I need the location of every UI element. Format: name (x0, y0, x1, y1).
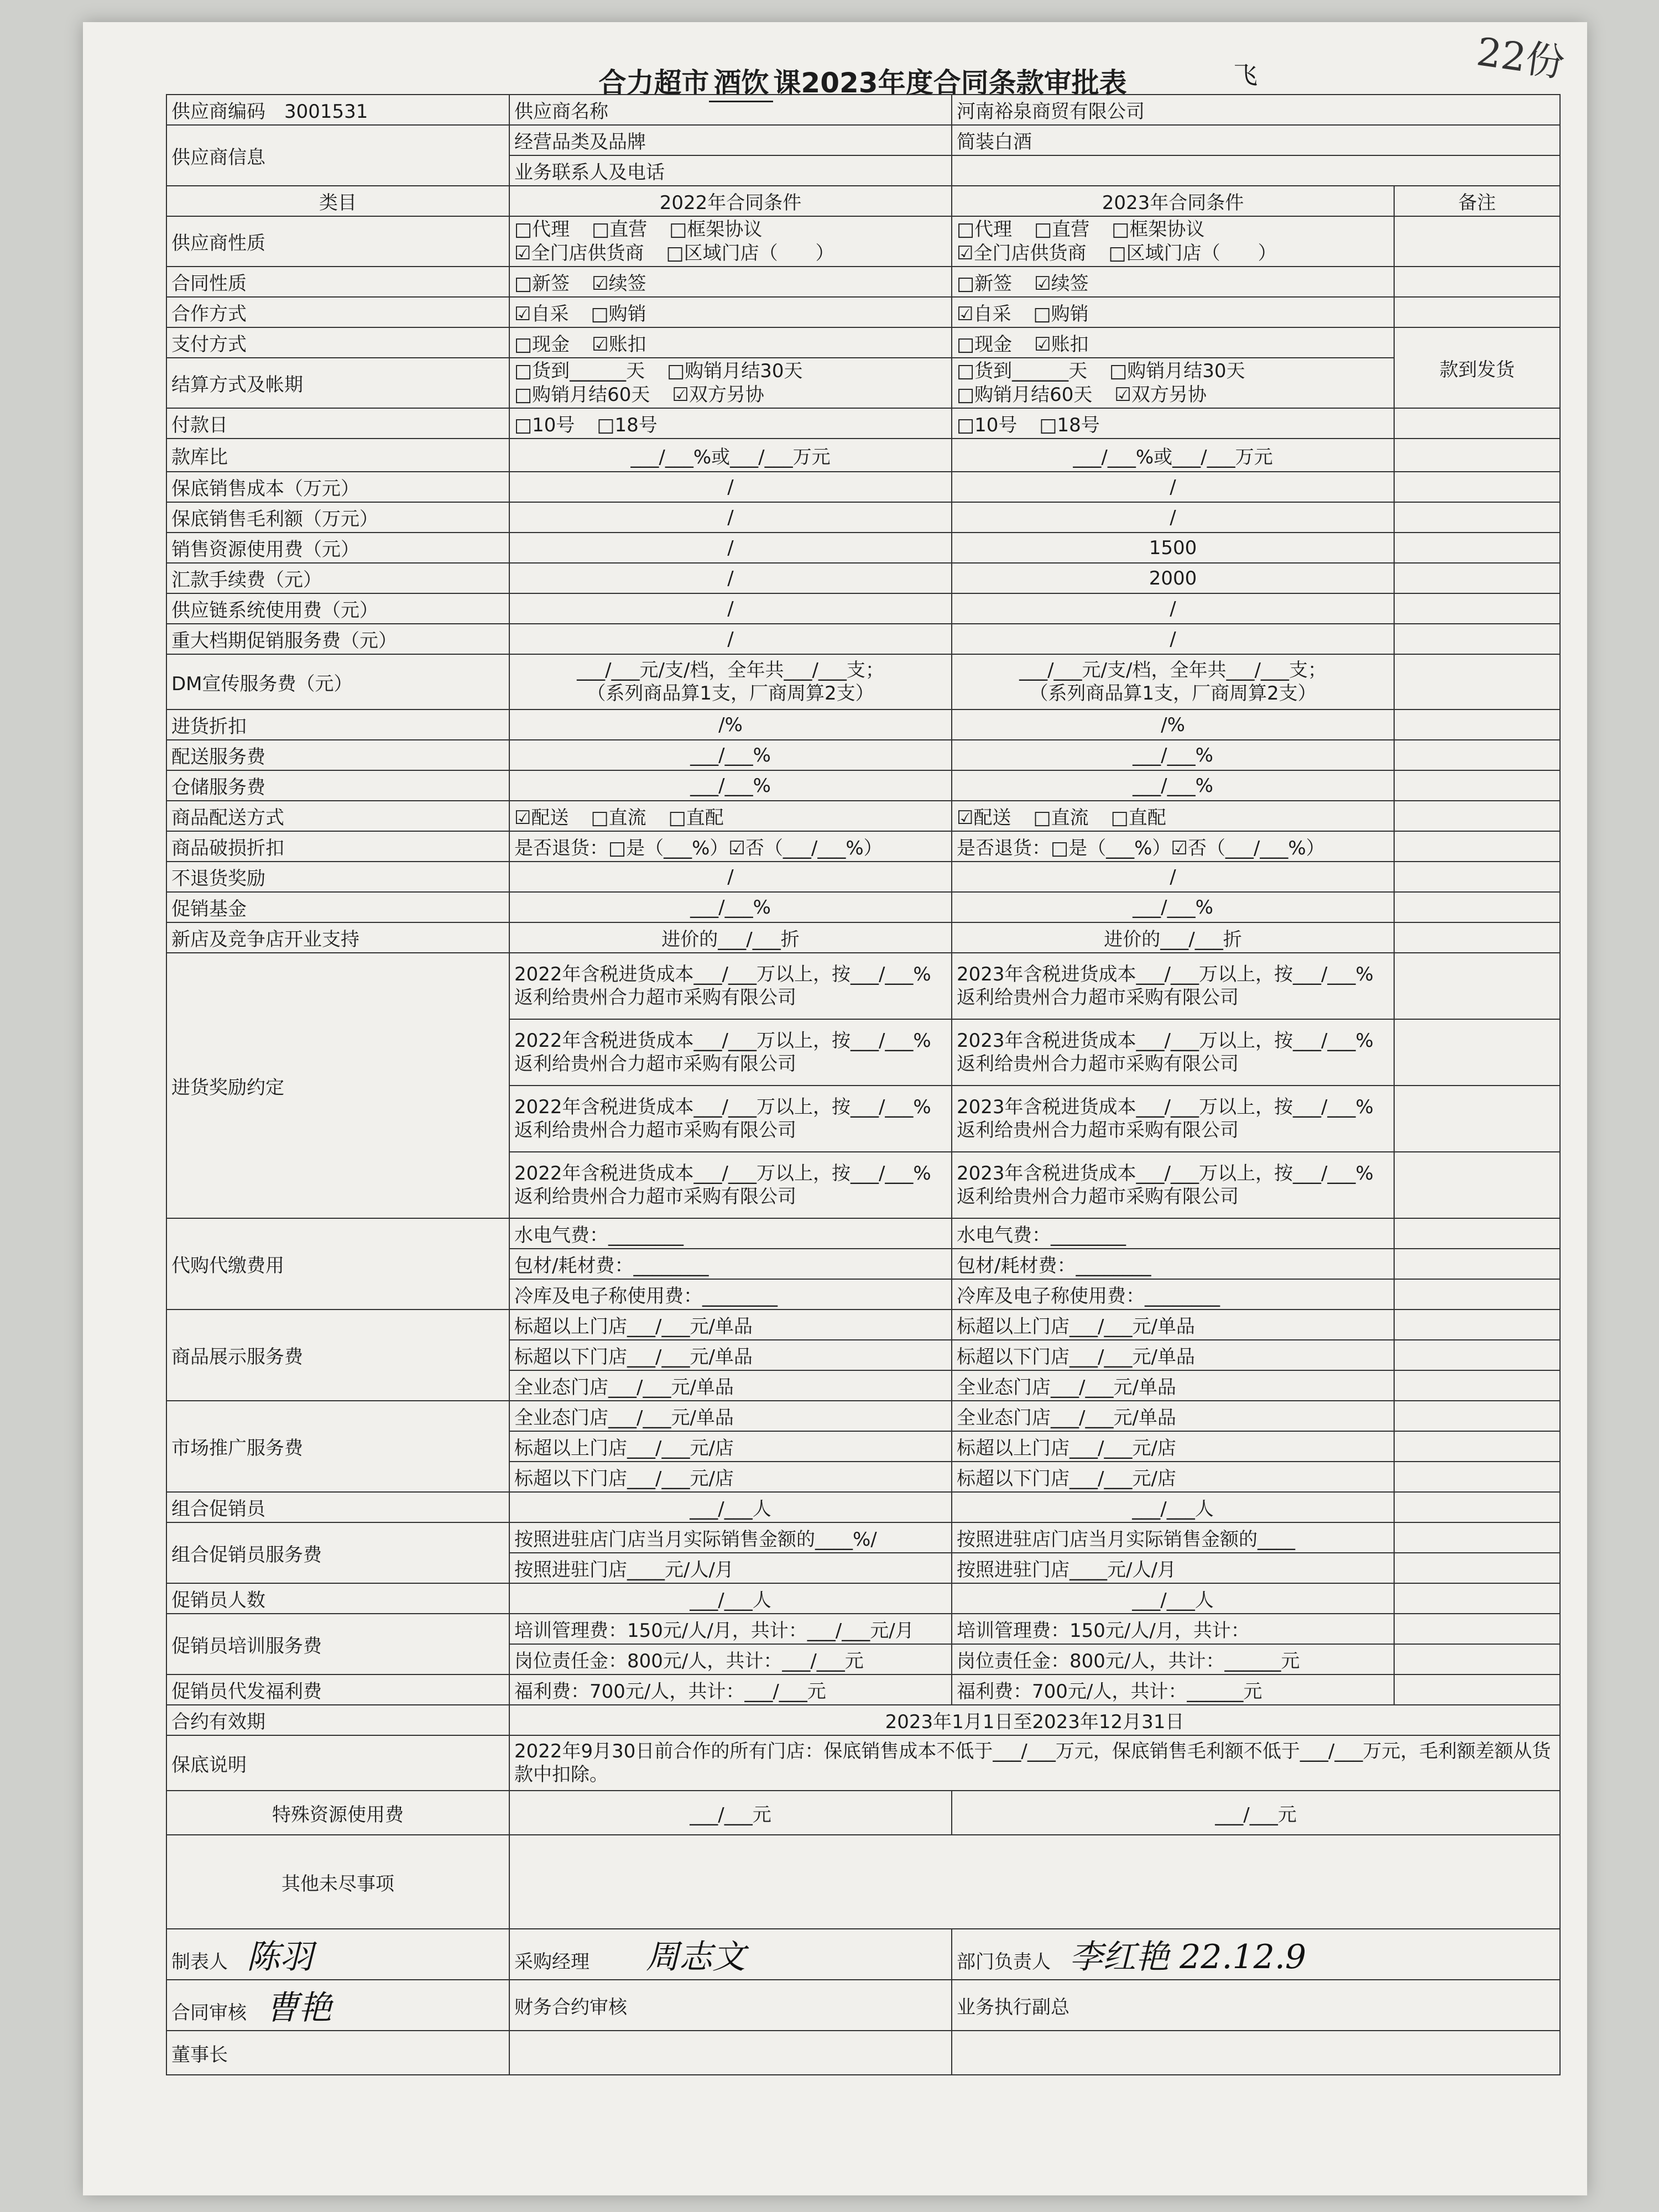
storage-2022: ___/___% (509, 770, 952, 801)
min-margin-2022: / (509, 502, 952, 533)
scm-2022: / (509, 593, 952, 624)
row-label: 付款日 (166, 408, 509, 439)
scm-2023: / (952, 593, 1394, 624)
row-label: 合作方式 (166, 297, 509, 327)
min-cost-2022: / (509, 472, 952, 502)
row-label: 配送服务费 (166, 740, 509, 770)
discount-2023: /% (952, 709, 1394, 740)
row-label: 其他未尽事项 (166, 1835, 509, 1929)
special-2023: ___/___元 (952, 1791, 1560, 1835)
row-label: 进货奖励约定 (166, 953, 509, 1218)
noreturn-2022: / (509, 862, 952, 892)
supplier-info-label: 供应商信息 (166, 125, 509, 186)
supplier-code-cell: 供应商编码 3001531 (166, 95, 509, 125)
manager-cell: 采购经理 周志文 (509, 1929, 952, 1980)
row-label: 款库比 (166, 439, 509, 472)
training-2023-1: 培训管理费：150元/人/月，共计： (952, 1614, 1394, 1644)
maker-signature: 陈羽 (247, 1938, 313, 1976)
training-2022-2: 岗位责任金：800元/人，共计：___/___元 (509, 1644, 952, 1674)
rebate-2023-2: 2023年含税进货成本___/___万以上，按___/___% 返利给贵州合力超市采购有限公司 (952, 1019, 1394, 1086)
newstore-2022: 进价的___/___折 (509, 922, 952, 953)
category-brand-value: 简装白酒 (952, 125, 1560, 155)
display-2022-3: 全业态门店___/___元/单品 (509, 1370, 952, 1401)
form-sheet (83, 22, 1587, 2195)
market-2022-3: 标超以下门店___/___元/店 (509, 1462, 952, 1492)
rebate-2022-3: 2022年含税进货成本___/___万以上，按___/___% 返利给贵州合力超市采购有限公司 (509, 1086, 952, 1152)
display-2022-1: 标超以上门店___/___元/单品 (509, 1310, 952, 1340)
combo-fee-2023-2: 按照进驻门店____元/人/月 (952, 1553, 1394, 1583)
rebate-2023-1: 2023年含税进货成本___/___万以上，按___/___% 返利给贵州合力超市采购有限公司 (952, 953, 1394, 1019)
review-cell: 合同审核 曹艳 (166, 1980, 509, 2031)
row-label: DM宣传服务费（元） (166, 654, 509, 709)
row-label: 销售资源使用费（元） (166, 533, 509, 563)
dm-2022: ___/___元/支/档，全年共___/___支； （系列商品算1支，厂商周算2支） (509, 654, 952, 709)
delivery-fee-2023: ___/___% (952, 740, 1394, 770)
market-2023-1: 全业态门店___/___元/单品 (952, 1401, 1394, 1431)
contact-label: 业务联系人及电话 (509, 155, 952, 186)
nature-2023: □代理 □直营 □框架协议 ☑全门店供货商 □区域门店（ ） (952, 216, 1394, 267)
row-label: 促销员代发福利费 (166, 1674, 509, 1705)
display-2022-2: 标超以下门店___/___元/单品 (509, 1340, 952, 1370)
min-cost-2023: / (952, 472, 1394, 502)
fund-2023: ___/___% (952, 892, 1394, 922)
row-label: 促销员培训服务费 (166, 1614, 509, 1674)
rebate-2023-4: 2023年含税进货成本___/___万以上，按___/___% 返利给贵州合力超市采购有限公司 (952, 1152, 1394, 1218)
welfare-2023: 福利费：700元/人，共计：______元 (952, 1674, 1394, 1705)
combo-fee-2023-1: 按照进驻店门店当月实际销售金额的____ (952, 1522, 1394, 1553)
coop-2023: ☑自采 □购销 (952, 297, 1394, 327)
ratio-2022: ___/___%或___/___万元 (509, 439, 952, 472)
vp-cell: 业务执行副总 (952, 1980, 1560, 2031)
review-signature: 曹艳 (265, 1989, 332, 2027)
row-label: 支付方式 (166, 327, 509, 358)
row-label: 代购代缴费用 (166, 1218, 509, 1310)
row-label: 商品展示服务费 (166, 1310, 509, 1401)
delivery-fee-2022: ___/___% (509, 740, 952, 770)
market-2022-2: 标超以上门店___/___元/店 (509, 1431, 952, 1462)
row-label: 市场推广服务费 (166, 1401, 509, 1492)
combo-2023: ___/___人 (952, 1492, 1394, 1522)
row-label: 商品配送方式 (166, 801, 509, 831)
contact-value (952, 155, 1560, 186)
payday-2022: □10号 □18号 (509, 408, 952, 439)
maker-cell: 制表人 陈羽 (166, 1929, 509, 1980)
pay-2022: □现金 ☑账扣 (509, 327, 952, 358)
delivery-mode-2022: ☑配送 □直流 □直配 (509, 801, 952, 831)
chairman-cell: 董事长 (166, 2031, 509, 2075)
display-2023-3: 全业态门店___/___元/单品 (952, 1370, 1394, 1401)
remit-2022: / (509, 563, 952, 593)
remit-2023: 2000 (952, 563, 1394, 593)
agency-2022-3: 冷库及电子称使用费：________ (509, 1279, 952, 1310)
row-label: 保底销售毛利额（万元） (166, 502, 509, 533)
supplier-name-label: 供应商名称 (509, 95, 952, 125)
row-label: 促销员人数 (166, 1583, 509, 1614)
row-label: 进货折扣 (166, 709, 509, 740)
resource-2022: / (509, 533, 952, 563)
min-margin-2023: / (952, 502, 1394, 533)
row-label: 合同性质 (166, 267, 509, 297)
remark-handwritten: 款到发货 (1394, 327, 1560, 408)
category-brand-label: 经营品类及品牌 (509, 125, 952, 155)
row-label: 仓储服务费 (166, 770, 509, 801)
row-label: 保底说明 (166, 1735, 509, 1791)
agency-2023-2: 包材/耗材费：________ (952, 1249, 1394, 1279)
welfare-2022: 福利费：700元/人，共计：___/___元 (509, 1674, 952, 1705)
header-remark: 备注 (1394, 186, 1560, 216)
other-value (509, 1835, 1560, 1929)
title-handwritten-mark: 飞 (1233, 61, 1258, 90)
row-label: 促销基金 (166, 892, 509, 922)
validity-value: 2023年1月1日至2023年12月31日 (509, 1705, 1560, 1735)
market-2022-1: 全业态门店___/___元/单品 (509, 1401, 952, 1431)
row-label: 新店及竞争店开业支持 (166, 922, 509, 953)
contract-2023: □新签 ☑续签 (952, 267, 1394, 297)
resource-2023: 1500 (952, 533, 1394, 563)
promoter-count-2023: ___/___人 (952, 1583, 1394, 1614)
form-title: 合力超市 酒饮 课2023年度合同条款审批表 (166, 61, 1559, 102)
row-label: 保底销售成本（万元） (166, 472, 509, 502)
agency-2023-3: 冷库及电子称使用费：________ (952, 1279, 1394, 1310)
finance-cell: 财务合约审核 (509, 1980, 952, 2031)
dept-name: 酒饮 (709, 61, 773, 102)
fund-2022: ___/___% (509, 892, 952, 922)
row-label: 不退货奖励 (166, 862, 509, 892)
row-label: 特殊资源使用费 (166, 1791, 509, 1835)
nature-2022: □代理 □直营 □框架协议 ☑全门店供货商 □区域门店（ ） (509, 216, 952, 267)
training-2022-1: 培训管理费：150元/人/月，共计：___/___元/月 (509, 1614, 952, 1644)
promo-major-2023: / (952, 624, 1394, 654)
discount-2022: /% (509, 709, 952, 740)
row-label: 汇款手续费（元） (166, 563, 509, 593)
rebate-2022-2: 2022年含税进货成本___/___万以上，按___/___% 返利给贵州合力超市采购有限公司 (509, 1019, 952, 1086)
manager-signature: 周志文 (646, 1938, 745, 1976)
display-2023-1: 标超以上门店___/___元/单品 (952, 1310, 1394, 1340)
combo-fee-2022-2: 按照进驻门店____元/人/月 (509, 1553, 952, 1583)
storage-2023: ___/___% (952, 770, 1394, 801)
dept-head-cell: 部门负责人 李红艳 22.12.9 (952, 1929, 1560, 1980)
contract-2022: □新签 ☑续签 (509, 267, 952, 297)
rebate-2022-1: 2022年含税进货成本___/___万以上，按___/___% 返利给贵州合力超市采购有限公司 (509, 953, 952, 1019)
agency-2022-1: 水电气费：________ (509, 1218, 952, 1249)
ratio-2023: ___/___%或___/___万元 (952, 439, 1394, 472)
settle-2023: □货到______天 □购销月结30天 □购销月结60天 ☑双方另协 (952, 358, 1394, 408)
header-2023: 2023年合同条件 (952, 186, 1394, 216)
training-2023-2: 岗位责任金：800元/人，共计：______元 (952, 1644, 1394, 1674)
combo-fee-2022-1: 按照进驻店门店当月实际销售金额的____%/ (509, 1522, 952, 1553)
rebate-2022-4: 2022年含税进货成本___/___万以上，按___/___% 返利给贵州合力超市采购有限公司 (509, 1152, 952, 1218)
row-label: 结算方式及帐期 (166, 358, 509, 408)
row-label: 供应商性质 (166, 216, 509, 267)
promoter-count-2022: ___/___人 (509, 1583, 952, 1614)
rebate-2023-3: 2023年含税进货成本___/___万以上，按___/___% 返利给贵州合力超市采购有限公司 (952, 1086, 1394, 1152)
damage-2022: 是否退货：□是（___%）☑否（___/___%） (509, 831, 952, 862)
promo-major-2022: / (509, 624, 952, 654)
row-label: 合约有效期 (166, 1705, 509, 1735)
damage-2023: 是否退货：□是（___%）☑否（___/___%） (952, 831, 1394, 862)
special-2022: ___/___元 (509, 1791, 952, 1835)
guarantee-value: 2022年9月30日前合作的所有门店：保底销售成本不低于___/___万元，保底销售毛利额不低于___/___万元，毛利额差额从货款中扣除。 (509, 1735, 1560, 1791)
row-label: 商品破损折扣 (166, 831, 509, 862)
row-label: 重大档期促销服务费（元） (166, 624, 509, 654)
market-2023-3: 标超以下门店___/___元/店 (952, 1462, 1394, 1492)
newstore-2023: 进价的___/___折 (952, 922, 1394, 953)
header-category: 类目 (166, 186, 509, 216)
corner-handwritten-note: 22份 (1474, 29, 1568, 86)
pay-2023: □现金 ☑账扣 (952, 327, 1394, 358)
noreturn-2023: / (952, 862, 1394, 892)
settle-2022: □货到______天 □购销月结30天 □购销月结60天 ☑双方另协 (509, 358, 952, 408)
delivery-mode-2023: ☑配送 □直流 □直配 (952, 801, 1394, 831)
dept-signature: 李红艳 22.12.9 (1070, 1938, 1307, 1976)
row-label: 组合促销员服务费 (166, 1522, 509, 1583)
coop-2022: ☑自采 □购销 (509, 297, 952, 327)
combo-2022: ___/___人 (509, 1492, 952, 1522)
agency-2023-1: 水电气费：________ (952, 1218, 1394, 1249)
supplier-name-value: 河南裕泉商贸有限公司 (952, 95, 1560, 125)
approval-table (166, 94, 1561, 2075)
row-label: 供应链系统使用费（元） (166, 593, 509, 624)
market-2023-2: 标超以上门店___/___元/店 (952, 1431, 1394, 1462)
row-label: 组合促销员 (166, 1492, 509, 1522)
payday-2023: □10号 □18号 (952, 408, 1394, 439)
dm-2023: ___/___元/支/档，全年共___/___支； （系列商品算1支，厂商周算2支） (952, 654, 1394, 709)
display-2023-2: 标超以下门店___/___元/单品 (952, 1340, 1394, 1370)
header-2022: 2022年合同条件 (509, 186, 952, 216)
agency-2022-2: 包材/耗材费：________ (509, 1249, 952, 1279)
